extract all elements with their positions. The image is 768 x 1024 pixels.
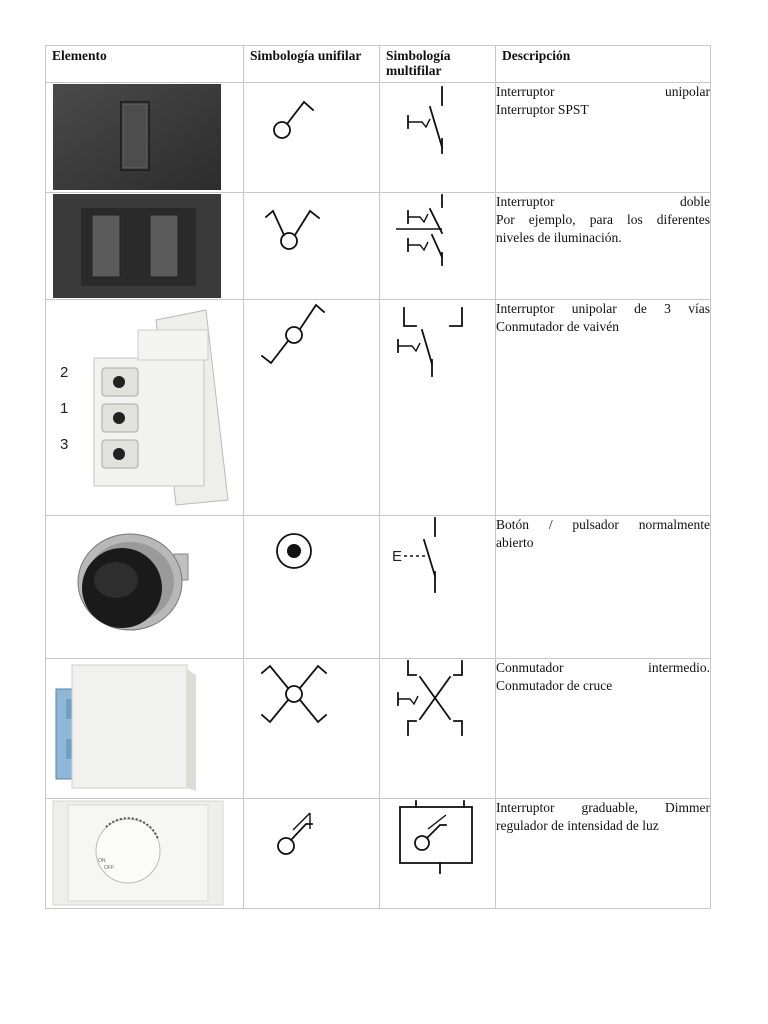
dial-label-on: ON (98, 858, 106, 864)
multifilar-push-button-symbol (380, 516, 496, 658)
header-elemento: Elemento (46, 46, 244, 83)
multifilar-dimmer-symbol (380, 799, 496, 908)
multifilar-three-way-symbol (380, 300, 496, 515)
push-button-letter: E (392, 548, 403, 565)
header-unifilar: Simbología unifilar (244, 46, 380, 83)
description-line: Conmutador intermedio. (496, 660, 710, 675)
symbol-table (45, 45, 711, 909)
description-line: Interruptor SPST (496, 102, 589, 117)
table-row (46, 193, 711, 300)
single-rocker-switch-photo (46, 83, 244, 192)
terminal-label: 2 (60, 364, 69, 381)
description-line: Interruptor graduable, Dimmer (496, 800, 710, 815)
description-line: Interruptor unipolar (496, 84, 710, 99)
description-line: Interruptor doble (496, 194, 710, 209)
multifilar-double-switch-symbol (380, 193, 496, 299)
unifilar-intermediate-symbol (244, 659, 380, 798)
description-line: abierto (496, 535, 534, 550)
dial-label-off: OFF (104, 865, 114, 871)
three-way-switch-module-photo (46, 300, 244, 515)
multifilar-intermediate-symbol (380, 659, 496, 798)
header-descripcion: Descripción (496, 46, 711, 83)
description-line: regulador de intensidad de luz (496, 818, 659, 833)
table-row (46, 659, 711, 799)
dimmer-knob-photo (46, 799, 244, 908)
table-row (46, 516, 711, 659)
double-rocker-switch-photo (46, 193, 244, 299)
table-row (46, 300, 711, 516)
intermediate-switch-photo (46, 659, 244, 798)
multifilar-single-switch-symbol (380, 83, 496, 192)
unifilar-single-switch-symbol (244, 83, 380, 192)
description-line: Conmutador de cruce (496, 678, 613, 693)
description-line: Interruptor unipolar de 3 vías (496, 301, 710, 316)
terminal-label: 1 (60, 400, 69, 417)
table-row (46, 83, 711, 193)
header-multifilar: Simbología multifilar (380, 46, 496, 83)
unifilar-dimmer-symbol (244, 799, 380, 908)
description-line: Conmutador de vaivén (496, 319, 619, 334)
description-line: Botón / pulsador normalmente (496, 517, 710, 532)
terminal-label: 3 (60, 436, 69, 453)
unifilar-three-way-symbol (244, 300, 380, 515)
unifilar-push-button-symbol (244, 516, 380, 658)
description-line: niveles de iluminación. (496, 230, 622, 245)
table-row (46, 799, 711, 909)
description-line: Por ejemplo, para los diferentes (496, 212, 710, 227)
push-button-photo (46, 516, 244, 658)
unifilar-double-switch-symbol (244, 193, 380, 299)
